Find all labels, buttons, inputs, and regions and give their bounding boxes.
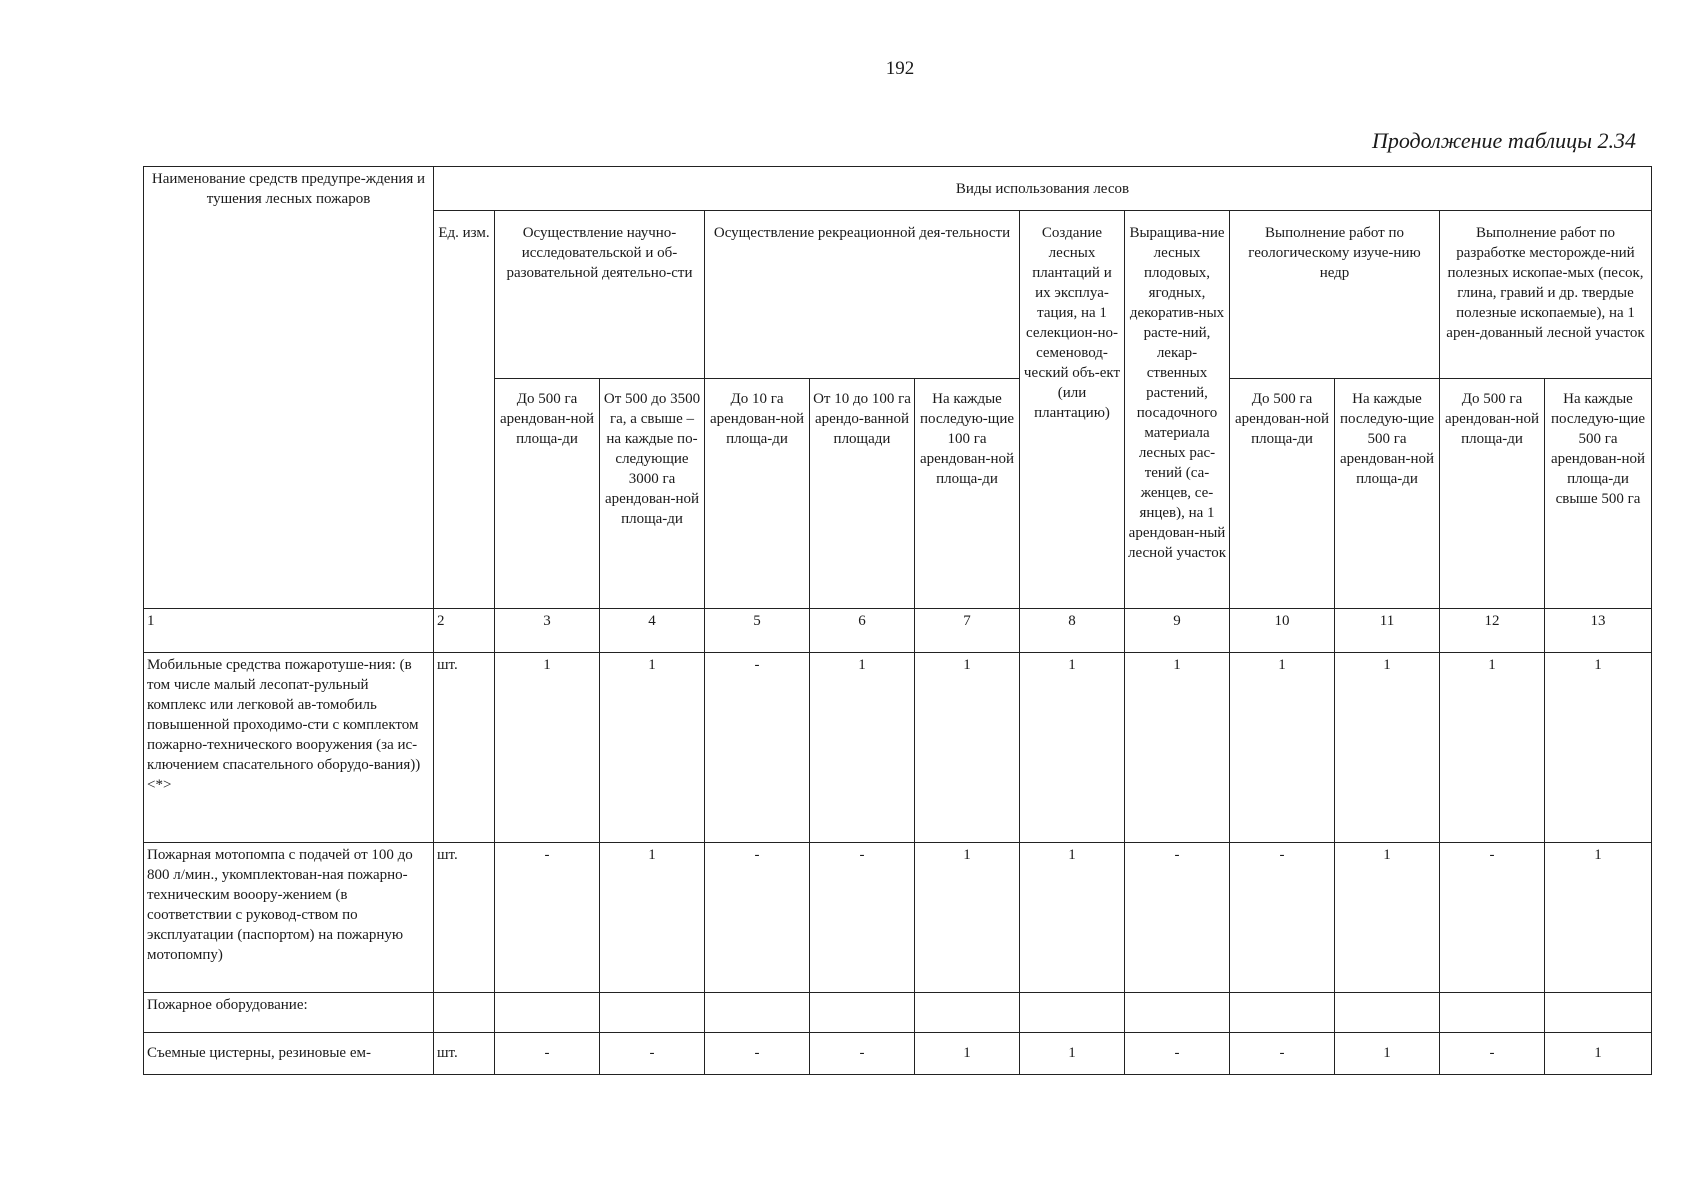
column-number: 7 [915,609,1020,653]
row-value: - [1125,843,1230,993]
column-number: 12 [1440,609,1545,653]
row-value: - [810,843,915,993]
column-number: 10 [1230,609,1335,653]
table-continuation-caption: Продолжение таблицы 2.34 [1371,128,1636,153]
row-value: 1 [1125,653,1230,843]
row-name: Съемные цистерны, резиновые ем- [144,1033,434,1075]
row-value [600,993,705,1033]
row-value: 1 [1545,843,1652,993]
row-value: - [495,1033,600,1075]
header-unit: Ед. изм. [434,211,495,609]
row-value: - [1125,1033,1230,1075]
column-number: 4 [600,609,705,653]
row-value: 1 [1545,1033,1652,1075]
header-col-3: До 500 га арендован-ной площа-ди [495,379,600,609]
row-value: 1 [1545,653,1652,843]
row-value: 1 [1335,843,1440,993]
header-group-recreation: Осуществление рекреационной дея-тельности [705,211,1020,379]
row-value: - [810,1033,915,1075]
column-number: 5 [705,609,810,653]
column-number: 6 [810,609,915,653]
row-value [915,993,1020,1033]
row-name: Мобильные средства пожаротуше-ния: (в том числе малый лесопат-рульный комплекс или легковой ав-томобиль повышенной проходимо-сти с комплектом пожарно-технического вооружения (за ис-ключением спасательного оборудо-вания)) <*> [144,653,434,843]
row-value: - [600,1033,705,1075]
row-unit: шт. [434,653,495,843]
table-row [144,1033,1652,1075]
header-col-6: От 10 до 100 га арендо-ванной площади [810,379,915,609]
header-col-4: От 500 до 3500 га, а свыше – на каждые по-следующие 3000 га арендован-ной площа-ди [600,379,705,609]
header-col-12: До 500 га арендован-ной площа-ди [1440,379,1545,609]
header-group-science: Осуществление научно-исследовательской и об-разовательной деятельно-сти [495,211,705,379]
row-unit [434,993,495,1033]
row-value: 1 [1020,1033,1125,1075]
row-value: - [1440,843,1545,993]
header-col-8: Создание лесных плантаций и их эксплуа-тация, на 1 селекцион-но-семеновод-ческий объ-ект (или плантацию) [1020,211,1125,609]
row-name: Пожарное оборудование: [144,993,434,1033]
row-value [1125,993,1230,1033]
row-value [705,993,810,1033]
row-value [1230,993,1335,1033]
row-unit: шт. [434,843,495,993]
column-numbers-row [144,609,1652,653]
row-value [1335,993,1440,1033]
header-forest-use-types: Виды использования лесов [434,167,1652,211]
table-row [144,653,1652,843]
header-col-13: На каждые последую-щие 500 га арендован-ной площа-ди свыше 500 га [1545,379,1652,609]
column-number: 9 [1125,609,1230,653]
row-value: - [1230,843,1335,993]
row-value [1440,993,1545,1033]
row-value: 1 [1230,653,1335,843]
row-value [810,993,915,1033]
row-value: 1 [1335,653,1440,843]
row-value [1020,993,1125,1033]
header-group-geology: Выполнение работ по геологическому изуче-нию недр [1230,211,1440,379]
row-value: 1 [915,653,1020,843]
page-number: 192 [885,58,915,79]
row-name: Пожарная мотопомпа с подачей от 100 до 800 л/мин., укомплектован-ная пожарно-техническим вооору-жением (в соответствии с руковод-ством по эксплуатации (паспортом) на пожарную мотопомпу) [144,843,434,993]
row-value: 1 [495,653,600,843]
row-value: - [705,1033,810,1075]
row-value: 1 [1020,653,1125,843]
table-row [144,993,1652,1033]
row-unit: шт. [434,1033,495,1075]
row-value: - [1230,1033,1335,1075]
header-name-column: Наименование средств предупре-ждения и тушения лесных пожаров [144,167,434,609]
row-value: 1 [1020,843,1125,993]
column-number: 3 [495,609,600,653]
row-value: 1 [1440,653,1545,843]
row-value: 1 [915,843,1020,993]
column-number: 11 [1335,609,1440,653]
row-value: - [705,653,810,843]
header-col-11: На каждые последую-щие 500 га арендован-ной площа-ди [1335,379,1440,609]
column-number: 2 [434,609,495,653]
header-col-5: До 10 га арендован-ной площа-ди [705,379,810,609]
row-value [495,993,600,1033]
header-col-7: На каждые последую-щие 100 га арендован-ной площа-ди [915,379,1020,609]
column-number: 13 [1545,609,1652,653]
header-col-9: Выращива-ние лесных плодовых, ягодных, декоратив-ных расте-ний, лекар-ственных растений, посадочного материала лесных рас-тений (са-женцев, се-янцев), на 1 арендован-ный лесной участок [1125,211,1230,609]
row-value: - [705,843,810,993]
row-value: 1 [600,843,705,993]
header-col-10: До 500 га арендован-ной площа-ди [1230,379,1335,609]
row-value: - [1440,1033,1545,1075]
column-number: 8 [1020,609,1125,653]
table-row [144,843,1652,993]
row-value [1545,993,1652,1033]
row-value: 1 [600,653,705,843]
fire-equipment-table [143,166,1652,1075]
header-group-mining: Выполнение работ по разработке месторожде-ний полезных ископае-мых (песок, глина, гравий и др. твердые полезные ископаемые), на 1 арен-дованный лесной участок [1440,211,1652,379]
row-value: 1 [810,653,915,843]
row-value: 1 [1335,1033,1440,1075]
row-value: 1 [915,1033,1020,1075]
column-number: 1 [144,609,434,653]
row-value: - [495,843,600,993]
